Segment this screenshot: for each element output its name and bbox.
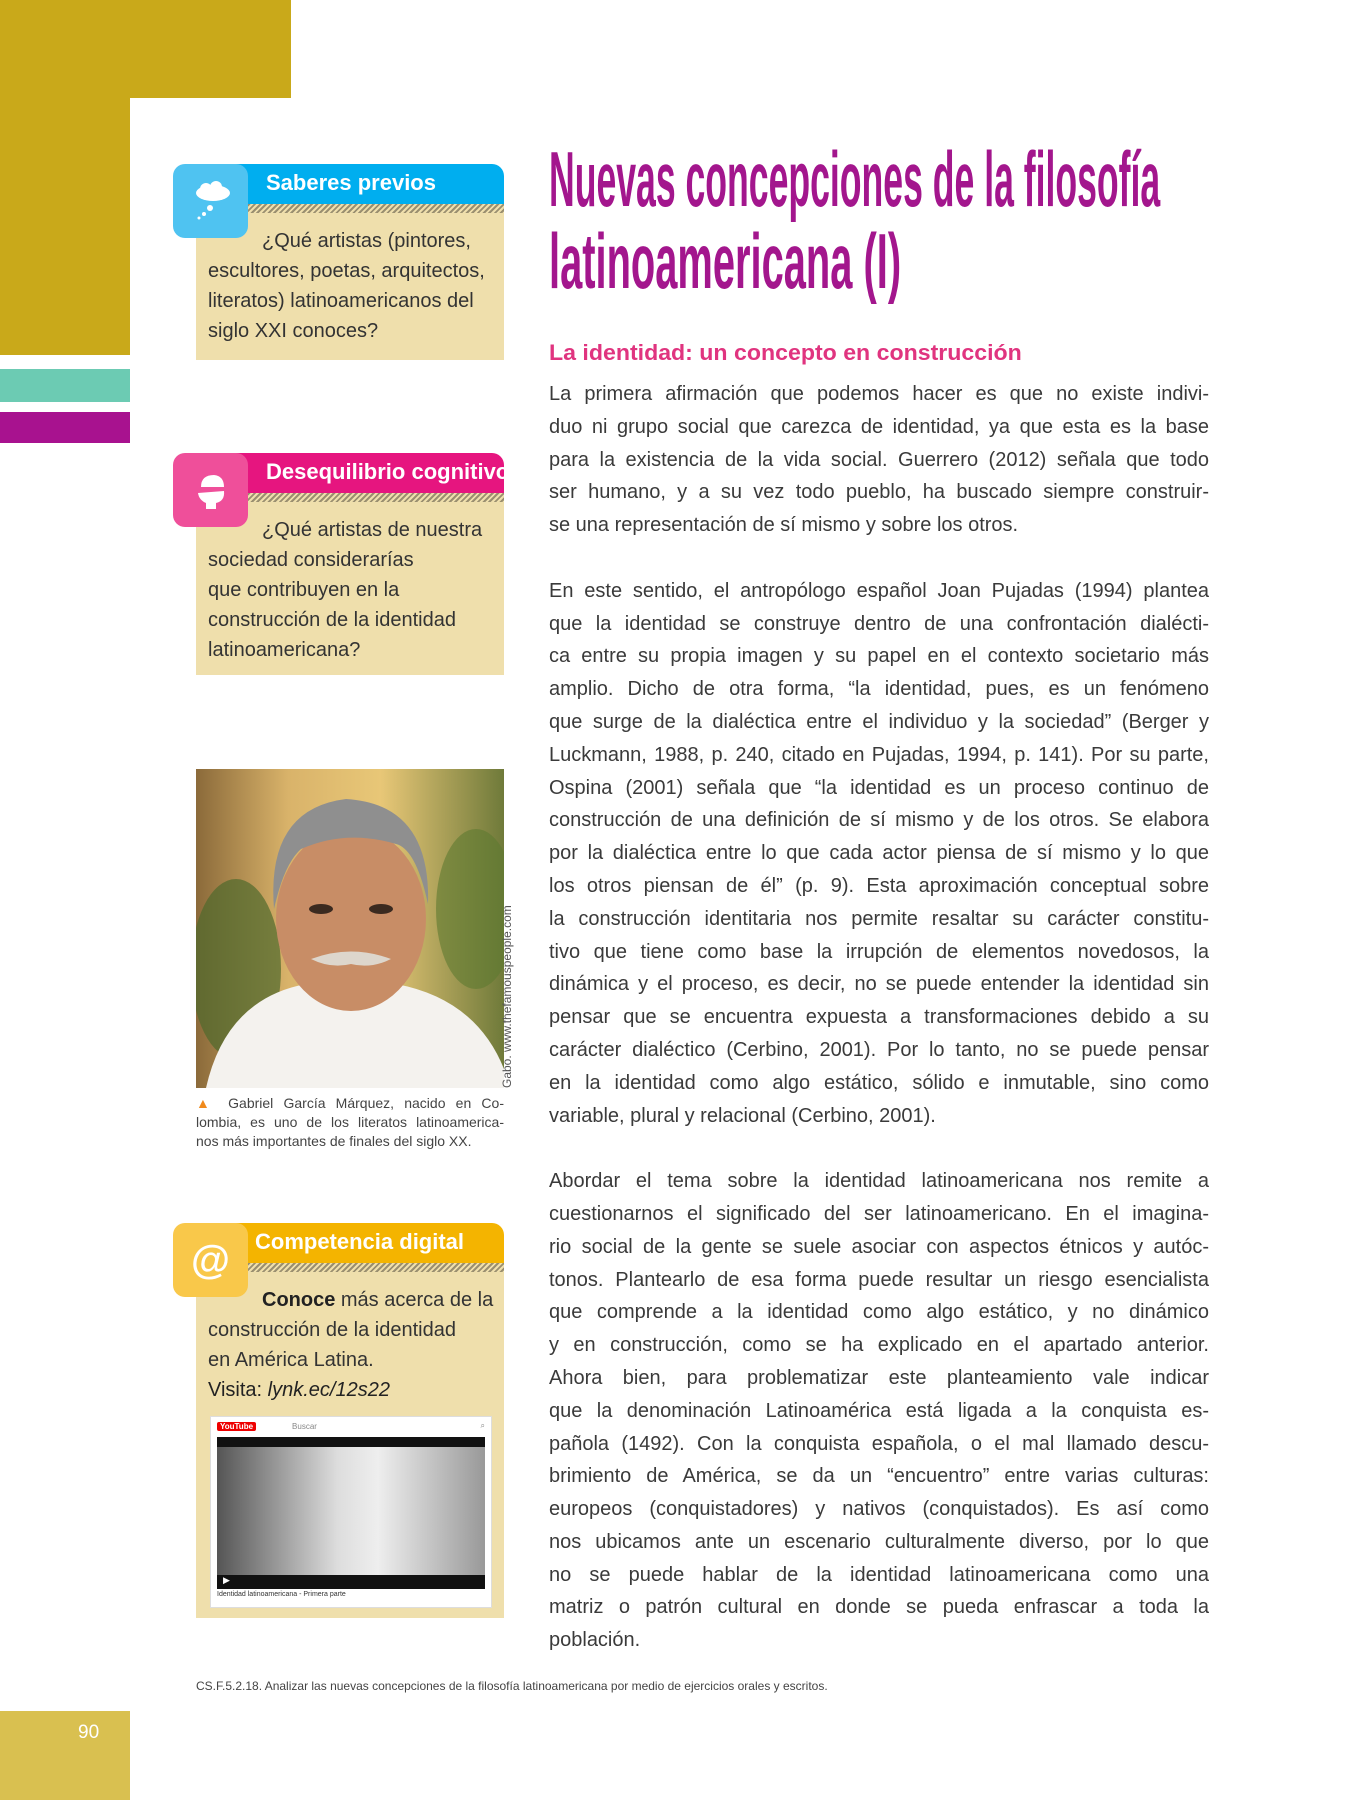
body-line: Ahora bien, para problematizar este planteamiento vale indicar	[549, 1366, 1209, 1389]
box-text	[208, 1285, 492, 1405]
decorative-teal-bar	[0, 369, 130, 402]
box-question	[208, 515, 492, 665]
body-line: que surge de la dialéctica entre el individuo y la sociedad” (Berger y	[549, 710, 1209, 733]
box-question	[208, 226, 492, 346]
visit-link[interactable]: lynk.ec/12s22	[267, 1379, 390, 1401]
body-line: duo ni grupo social que carezca de identidad, ya que esta es la base	[549, 415, 1209, 438]
video-frame	[217, 1437, 485, 1589]
body-line: población.	[549, 1629, 641, 1652]
body-line: pensar que se encuentra expuesta a transformaciones debido a su	[549, 1006, 1209, 1029]
body-line: variable, plural y relacional (Cerbino, 2001).	[549, 1104, 936, 1127]
body-line: ser humano, y a su vez todo pueblo, ha buscado siempre construir-	[549, 481, 1209, 504]
visit-label: Visita:	[208, 1379, 268, 1401]
box-title: Saberes previos	[266, 170, 436, 195]
text-line: latinoamericana?	[208, 639, 361, 661]
body-line: dinámica y el proceso, es decir, no se puede entender la identidad sin	[549, 973, 1209, 996]
body-line: cuestionarnos el significado del ser latinoamericano. En el imagina-	[549, 1202, 1209, 1225]
body-line: en la identidad como algo estático, sólido e inmutable, sino como	[549, 1071, 1209, 1094]
text-line: más acerca de la	[335, 1289, 494, 1311]
video-top-bar	[217, 1437, 485, 1447]
curriculum-footnote: CS.F.5.2.18. Analizar las nuevas concepciones de la filosofía latinoamericana por medio de ejercicios orales y escritos.	[196, 1679, 828, 1693]
section-subheading: La identidad: un concepto en construcción	[549, 340, 1022, 365]
body-line: matriz o patrón cultural en donde se pueda enfrascar a toda la	[549, 1596, 1209, 1619]
body-line: brimiento de América, se da un “encuentro” entre varias culturas:	[549, 1465, 1209, 1488]
body-line: pañola (1492). Con la conquista española, o el mal llamado descu-	[549, 1432, 1209, 1455]
text-line: sociedad considerarías	[208, 549, 414, 571]
text-line: literatos) latinoamericanos del	[208, 290, 474, 312]
decorative-gold-column	[0, 0, 130, 355]
hatch-divider	[248, 1263, 504, 1272]
caption-line: nos más importantes de finales del siglo XX.	[196, 1133, 472, 1149]
text-line: ¿Qué artistas (pintores,	[262, 230, 471, 252]
title-line: Nuevas concepciones de la filosofía	[549, 135, 1161, 223]
saberes-previos-box	[173, 164, 504, 360]
paragraph	[549, 575, 1209, 1133]
body-line: Ospina (2001) señala que “la identidad es un proceso continuo de	[549, 776, 1209, 799]
body-line: carácter dialéctico (Cerbino, 2001). Por lo tanto, no se puede pensar	[549, 1038, 1209, 1061]
body-line: tivo que tiene como base la irrupción de elementos novedosos, la	[549, 940, 1209, 963]
desequilibrio-cognitivo-box	[173, 453, 510, 675]
page-number-block	[0, 1711, 130, 1800]
body-line: la construcción identitaria nos permite resaltar su carácter constitu-	[549, 907, 1209, 930]
bold-word: Conoce	[262, 1289, 336, 1311]
text-line: escultores, poetas, arquitectos,	[208, 260, 485, 282]
body-line: construcción de una definición de sí mismo y de los otros. Se elabora	[549, 809, 1209, 832]
body-line: Luckmann, 1988, p. 240, citado en Pujadas, 1994, p. 141). Por su parte,	[549, 743, 1209, 766]
body-line: por la dialéctica entre lo que cada actor piensa de sí mismo y lo que	[549, 842, 1209, 865]
hatch-divider	[248, 204, 504, 213]
body-line: europeos (conquistadores) y nativos (conquistados). Es así como	[549, 1498, 1209, 1521]
text-line: siglo XXI conoces?	[208, 320, 379, 342]
video-title: Identidad latinoamericana - Primera parte	[217, 1591, 346, 1598]
body-line: los otros piensan de él” (p. 9). Esta aproximación conceptual sobre	[549, 874, 1209, 897]
body-line: tonos. Plantearlo de esa forma puede resultar un riesgo esencialista	[549, 1268, 1209, 1291]
text-line: construcción de la identidad	[208, 609, 456, 631]
text-line: en América Latina.	[208, 1349, 374, 1371]
text-line: ¿Qué artistas de nuestra	[262, 519, 483, 541]
video-thumbnail[interactable]	[210, 1416, 492, 1608]
body-line: amplio. Dicho de otra forma, “la identidad, pues, es un fenómeno	[549, 678, 1209, 701]
page-title	[549, 135, 1350, 305]
body-line: que la identidad se construye dentro de una confrontación dialécti-	[549, 612, 1209, 635]
body-line: y en construcción, como se ha explicado en el apartado anterior.	[549, 1334, 1209, 1357]
page-number: 90	[78, 1722, 100, 1743]
title-line: latinoamericana (I)	[549, 217, 902, 305]
body-line: que comprende a la identidad como algo estático, y no dinámico	[549, 1301, 1209, 1324]
youtube-topbar	[211, 1417, 491, 1435]
body-text	[549, 378, 1209, 1690]
search-placeholder: Buscar	[292, 1421, 317, 1431]
body-line: para la existencia de la vida social. Guerrero (2012) señala que todo	[549, 448, 1209, 471]
youtube-logo: YouTube	[217, 1422, 256, 1431]
body-line: En este sentido, el antropólogo español Joan Pujadas (1994) plantea	[549, 579, 1209, 602]
triangle-bullet-icon: ▲	[196, 1095, 217, 1111]
body-line: ca entre su propia imagen y su papel en el contexto societario más	[549, 645, 1209, 668]
decorative-purple-bar	[0, 412, 130, 443]
paragraph	[549, 378, 1209, 542]
hatch-divider	[248, 493, 504, 502]
caption-line: lombia, es uno de los literatos latinoamerica-	[196, 1114, 504, 1130]
search-icon: ⌕	[480, 1421, 485, 1430]
body-line: rio social de la gente se suele asociar con aspectos étnicos y autóc-	[549, 1235, 1209, 1258]
body-line: La primera afirmación que podemos hacer es que no existe indivi-	[549, 383, 1209, 405]
box-title: Desequilibrio cognitivo	[266, 459, 510, 484]
caption-line: Gabriel García Márquez, nacido en Co-	[228, 1095, 504, 1111]
body-line: no se puede hablar de la identidad latinoamericana como una	[549, 1563, 1209, 1586]
paragraph	[549, 1165, 1209, 1657]
body-line: se una representación de sí mismo y sobre los otros.	[549, 514, 1019, 537]
at-glyph: @	[190, 1237, 230, 1282]
body-line: Abordar el tema sobre la identidad latinoamericana nos remite a	[549, 1170, 1209, 1193]
garcia-marquez-photo	[196, 769, 504, 1088]
body-line: nos ubicamos ante un escenario culturalmente diverso, por lo que	[549, 1530, 1209, 1553]
photo-caption	[196, 1094, 504, 1151]
photo-credit: Gabo. www.thefamouspeople.com	[500, 905, 514, 1088]
play-icon[interactable]: ▶	[217, 1575, 485, 1589]
body-line: que la denominación Latinoamérica está ligada a la conquista es-	[549, 1399, 1209, 1422]
box-title: Competencia digital	[255, 1229, 465, 1254]
text-line: construcción de la identidad	[208, 1319, 456, 1341]
text-line: que contribuyen en la	[208, 579, 400, 601]
